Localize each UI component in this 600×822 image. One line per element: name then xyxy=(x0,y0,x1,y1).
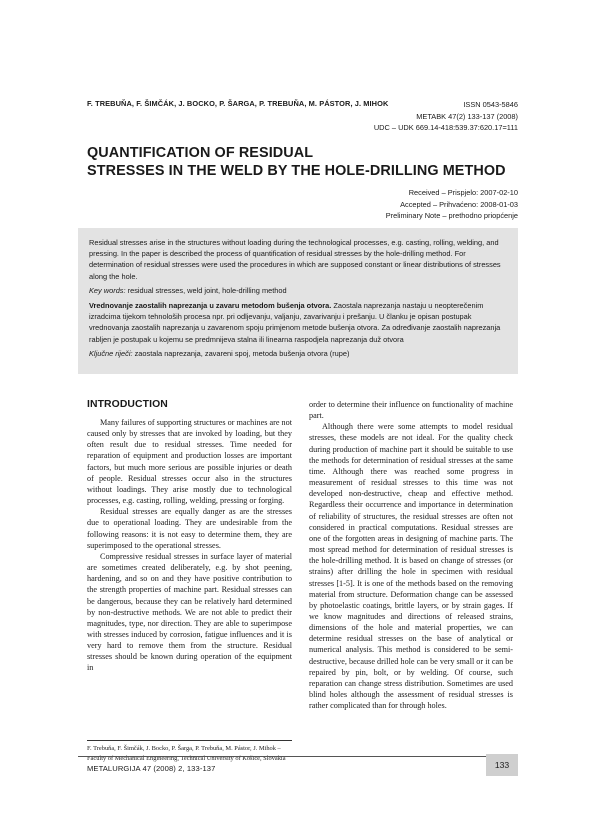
abstract-hr-title: Vrednovanje zaostalih naprezanja u zavaru metodom bušenja otvora. xyxy=(89,301,332,311)
intro-paragraph-2: Residual stresses are equally danger as are the stresses due to operational loading. They are undesirable from the following reasons: it is not easy to determine them, they are superimposed to the operational stresses. xyxy=(87,507,292,550)
title-line-2: STRESSES IN THE WELD BY THE HOLE-DRILLING METHOD xyxy=(87,163,506,179)
keywords-hr-text: zaostala naprezanja, zavareni spoj, metoda bušenja otvora (rupe) xyxy=(134,348,350,358)
paper-title xyxy=(87,144,506,180)
intro-paragraph-1: Many failures of supporting structures or machines are not caused only by stresses that are invoked by loading, but they often result due to residual stresses. Time needed for reparation of equipment and production losses are important factors, but much more serious are possible injuries or death of people. Residual stresses occur also in the structures without loadings. They arise mostly due to technological processes, e.g. casting, rolling, welding, pressing or forging. xyxy=(87,418,292,506)
footer-divider xyxy=(78,756,518,757)
footnote-divider xyxy=(87,740,292,741)
keywords-en-label: Key words: xyxy=(89,285,126,295)
page-number: 133 xyxy=(494,760,510,770)
udc: UDC – UDK 669.14-418:539.37:620.17=111 xyxy=(373,123,518,132)
abstract-hr xyxy=(89,300,511,345)
metabk: METABK 47(2) 133-137 (2008) xyxy=(416,111,518,121)
publication-meta xyxy=(374,99,518,134)
keywords-en xyxy=(89,285,511,296)
keywords-hr-label: Ključne riječi: xyxy=(89,348,133,358)
left-column xyxy=(87,399,292,674)
left-body-text xyxy=(87,417,292,674)
submission-dates xyxy=(386,187,518,222)
intro-paragraph-4: Although there were some attempts to model residual stresses, these models are not ideal. For the quality check during production of machine part it should be suitable to use the methods for determination of residual stresses at the same time. Although there was reached some progress in measurement of residual stresses to this time was not developed non-destructive, cheap and effective method. Regardless their occurrence and importance in determination of reliability of structures, the residual stresses are often not considered in practical computations. Residual stresses are one of the forgotten areas in designing of machine parts. The most spread method for determination of residual stresses is the hole-drilling method. It is based on change of stresses (or strains) after drilling the hole in specimen with residual stresses [1-5]. It is one of the methods based on the removing material from structure. Deformation change can be assessed by photoelastic coatings, brittle layers, or by strain gages. If we know magnitudes and directions of released strains, dimensions of the hole and material properties, we can determine residual stresses on the base of analytical or numerical analysis. This method is considered to be semi-destructive, because drilled hole can be very small or it can be repaired by pin, bolt, or by welding. Of course, such reparation can change stress distribution. Sometimes are used blind holes although the assessment of residual stresses is rather complicated than for through holes. xyxy=(309,422,513,711)
accepted-date: Accepted – Prihvaćeno: 2008-01-03 xyxy=(400,199,518,209)
right-body-text xyxy=(309,399,513,711)
intro-paragraph-continued: order to determine their influence on functionality of machine part. xyxy=(309,400,513,421)
issn: ISSN 0543-5846 xyxy=(463,100,518,109)
journal-citation: METALURGIJA 47 (2008) 2, 133-137 xyxy=(87,764,216,773)
author-affiliation-footnote: F. Trebuňa, F. Šimčák, J. Bocko, P. Šarga, P. Trebuňa, M. Pástor, J. Mihok – Faculty of Mechanical Engineering, Technical University of Košice, Slovakia xyxy=(87,745,286,762)
note-type: Preliminary Note – prethodno priopćenje xyxy=(385,211,518,220)
intro-paragraph-3: Compressive residual stresses in surface layer of material are sometimes created deliberately, e.g. by shot peening, hardening, and so on and they have positive contribution to the strength properties of machine part. Residual stresses can be dangerous, because they can be relatively hard determined by non-destructive methods. We are not able to predict their magnitudes, type, nor direction. They are able to superimpose with stresses induced by corrosion, fatigue influences and it is very hard to remove them from the structure. Residual stresses should be known during operation of the equipment in xyxy=(87,551,292,673)
keywords-hr xyxy=(89,348,511,359)
received-date: Received – Prispjelo: 2007-02-10 xyxy=(408,188,518,197)
keywords-en-text: residual stresses, weld joint, hole-drilling method xyxy=(127,285,287,295)
right-column xyxy=(309,399,513,711)
abstract-hr-text: Zaostala naprezanja nastaju u neopterečenim izradcima tijekom tehnološih procesa npr. pri odljevanju, valjanju, zavarivanju i prešanju. U članku je opisan postupak vrednovanja zaostalih naprezanja u zavarenom spoju primjenom metode bušenja otvora. Za određivanje zaostalih naprezanja rabljen je postupak u kojemu se predmnijeva stalna ili linearna raspodjela naprezanja duž otvora xyxy=(89,301,501,344)
section-heading-introduction: INTRODUCTION xyxy=(87,399,168,410)
abstract xyxy=(89,237,511,362)
authors-line: F. TREBUŇA, F. ŠIMČÁK, J. BOCKO, P. ŠARGA, P. TREBUŇA, M. PÁSTOR, J. MIHOK xyxy=(87,99,389,108)
title-line-1: QUANTIFICATION OF RESIDUAL xyxy=(87,145,314,161)
abstract-en: Residual stresses arise in the structures without loading during the technological processes, e.g. casting, rolling, welding, and pressing. In the paper is described the process of quantification of residual stresses by the hole-drilling method. For determination of residual stresses were used the procedures in which are supposed constant or linear distributions of stresses along the hole. xyxy=(89,238,501,281)
